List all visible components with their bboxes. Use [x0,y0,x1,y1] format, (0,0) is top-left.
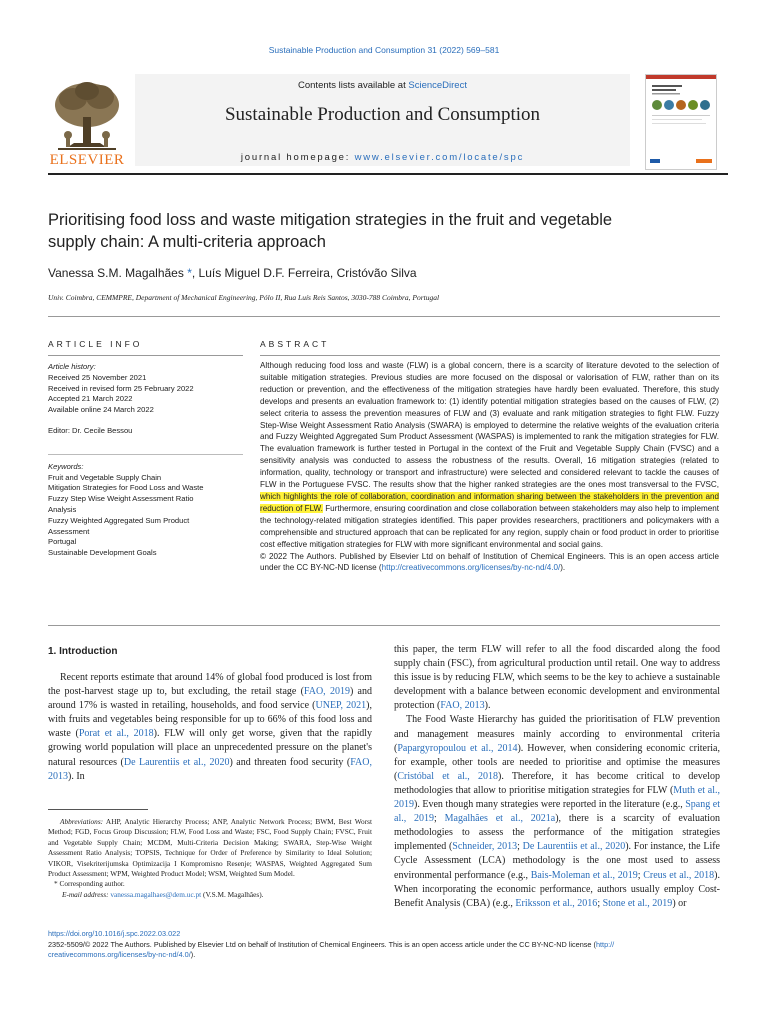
copyright-end: ). [560,563,566,573]
citation-link[interactable]: FAO, 2013 [48,756,372,782]
body-text: ). In [68,770,85,782]
citation-link[interactable]: De Laurentiis et al., 2020 [522,841,626,853]
history-revised: Received in revised form 25 February 2022 [48,383,194,393]
email-link[interactable]: vanessa.magalhaes@dem.uc.pt [110,889,202,899]
abstract-heading: ABSTRACT [260,339,330,349]
right-column [394,643,720,911]
corresponding-author-note: * Corresponding author. [54,879,125,889]
citation-link[interactable]: Eriksson et al., 2016 [515,897,598,909]
license-link[interactable]: http://creativecommons.org/licenses/by-nc-nd/4.0/ [381,563,561,573]
abstract-text [260,360,719,574]
section-heading-introduction: 1. Introduction [48,646,118,657]
citation-link[interactable]: Magalhães et al., 2021a [444,813,556,825]
abstract-copyright [260,551,719,575]
keyword-item: Fuzzy Weighted Aggregated Sum Product Assessment [48,515,190,536]
email-suffix: (V.S.M. Magalhães). [201,889,264,899]
copyright-text: © 2022 The Authors. Published by Elsevier Ltd on behalf of Institution of Chemical Engineers. This is an open access article under the CC BY-NC-ND license ( [260,551,719,573]
body-text: ), with fruits and vegetables being responsible for up to 66% of this food loss and waste ( [48,700,372,740]
intro-paragraph-continued [394,643,720,713]
body-text: Recent reports estimate that around 14% of global food produced is lost from the post-harvest stage up to, but excluding, the retail stage ( [48,672,372,698]
keywords-label: Keywords: [48,461,84,471]
footer-license-end: ). [190,950,196,959]
body-text: ). Even though many strategies were reported in the literature (e.g., [414,799,686,811]
citation-link[interactable]: FAO, 2013 [440,700,485,712]
footer-license-text: 2352-5509/© 2022 The Authors. Published by Elsevier Ltd on behalf of Institution of Chemical Engineers. This is an open access article under the CC BY-NC-ND license ( [48,939,596,949]
article-title: Prioritising food loss and waste mitigation strategies in the fruit and vegetable supply chain: A multi-criteria approach [48,211,613,251]
keyword-item: Fuzzy Step Wise Weight Assessment Ratio Analysis [48,494,194,514]
email-label: E-mail address: [62,889,111,899]
citation-link[interactable]: Papargyropoulou et al., 2014 [397,742,518,754]
abbreviations-label: Abbreviations: [60,817,104,826]
body-text: ) and around 17% is wasted in retailing, households, and food service ( [48,686,372,712]
abbreviations-text: AHP, Analytic Hierarchy Process; ANP, Analytic Network Process; BWM, Best Worst Method; FGD, Focus Group Discussion; FLW, Food Loss and Waste; FSC, Food Supply Chain; FVSC, Fruit and Vegetable Supply Chain; MCDM, Multi-Criteria Decision Making; SWARA, Step-Wise Weight Assessment Ratio Analysis; TOPSIS, Technique for Order of Preference by Similarity to Ideal Solution; VIKOR, Visekriterijumska Optimizacija I Kompromisno Resenje; WASPAS, Weighted Aggregated Sum Product Assessment; WPM, Weighted Product Model; WSM, Weighted Sum Model. [48,817,372,879]
footer-license [48,940,720,961]
body-text: ) or [672,897,687,909]
body-text: ). [484,700,491,712]
journal-title: Sustainable Production and Consumption [224,104,541,125]
citation-link[interactable]: Porat et al., 2018 [78,728,154,740]
corresponding-author-mark[interactable]: * [187,266,192,280]
keyword-item: Portugal [48,537,77,547]
email-footnote [48,890,372,900]
body-text: this paper, the term FLW will refer to all the food discarded along the food supply chain (FSC), from agricultural production until retail. One way to address this issue is by reducing FLW, which seems to be the key to achieve a sustainable development with a balance between economic development and environmental protection ( [394,644,720,712]
footnote-rule [48,809,148,810]
body-text: ), there is a scarcity of evaluation methodologies to assess the performance of the mitigation strategies implemented ( [394,813,721,853]
abstract-body: Although reducing food loss and waste (FLW) is a global concern, there is a scarcity of literature devoted to the selection of suitable mitigation strategies. Previous studies are more focused on the disposal or valorisation of FLW, rather than on its reduction or prevention, and the effectiveness of the mitigation strategies have hardly been evaluated. Therefore, this study develops and presents an evaluation framework to: (1) identify potential mitigation strategies based on the causes of FLW, (2) select criteria to assess the prevention measures of FLW and (3) evaluate and rank mitigation strategies to fight FLW. Fuzzy Step-Wise Weight Assessment Ratio Analysis (SWARA) is employed to determine the relative weights of the evaluation criteria and Fuzzy Weighted Aggregated Sum Product Assessment (WASPAS) is implemented to rank the mitigation strategies for FLW. The evaluation framework is further tested in Portugal in the context of the Fruit and Vegetable Supply Chain (FVSC) and a sensitivity analysis was conducted to assess the robustness of the results. Overall, 16 mitigation strategies (related to information, quality, technology or transport and infrastructure) were selected and considered relevant to tackle the causes of FLW in the Portuguese FVSC. The results show that the higher ranked strategies are the ones most transversal to the FVSC, [260,361,719,490]
body-text: The Food Waste Hierarchy has guided the prioritisation of FLW prevention and management measures mainly according to environmental criteria ( [394,714,720,754]
history-online: Available online 24 March 2022 [48,405,154,415]
body-text: ). For instance, the Life Cycle Assessment (LCA) methodology is the one most used to assess environmental performance (e.g., [394,841,720,881]
citation-link[interactable]: UNEP, 2021 [315,700,367,712]
authors [48,266,417,280]
keyword-item: Fruit and Vegetable Supply Chain [48,472,162,482]
cover-art-icon [646,75,716,169]
citation-link[interactable]: Creus et al., 2018 [643,869,715,881]
body-text: ). FLW will only get worse, given that the rapidly growing world population will place an unprecedented pressure on the planet's natural resources ( [48,728,373,768]
citation-link[interactable]: Stone et al., 2019 [602,897,673,909]
abstract-highlight: which highlights the role of collaboration, coordination and information sharing between the stakeholders in the prevention and reduction of FLW. [260,491,719,513]
article-info-heading: ARTICLE INFO [48,339,143,349]
body-text: ; [517,841,523,853]
sciencedirect-link[interactable]: ScienceDirect [408,80,467,91]
affiliation: Univ. Coimbra, CEMMPRE, Department of Mechanical Engineering, Pólo II, Rua Luís Reis Santos, 3030-788 Coimbra, Portugal [48,293,440,302]
homepage-prefix: journal homepage: [240,152,355,163]
food-waste-hierarchy-paragraph [394,713,720,910]
body-text: ). However, when considering economic criteria, for example, other tools are needed to prioritise and optimise the measures ( [394,742,720,782]
citation-link[interactable]: Bais-Moleman et al., 2019 [530,869,638,881]
keyword-item: Sustainable Development Goals [48,548,157,558]
body-text: ). When incorporating the economic performance, authors usually employ Cost-Benefit Analysis (CBA) (e.g., [394,869,720,909]
page-footer [48,929,720,961]
keyword-item: Mitigation Strategies for Food Loss and Waste [48,483,204,493]
abbreviations-footnote [48,817,372,879]
citation-link[interactable]: Muth et al., 2019 [394,784,720,811]
body-text: ). Therefore, it has become critical to develop methodologies that allow to prioritise mitigation strategies for FLW ( [394,770,720,796]
article-info-rule [48,355,243,356]
masthead-rule [48,173,728,175]
footer-license-link[interactable]: creativecommons.org/licenses/by-nc-nd/4.0/ [48,950,191,959]
affiliation-rule [48,316,720,317]
body-text: ) and threaten food security ( [229,756,351,768]
journal-reference[interactable]: Sustainable Production and Consumption 31 (2022) 569–581 [268,45,500,55]
info-divider [48,454,243,455]
history-received: Received 25 November 2021 [48,372,147,382]
masthead [48,74,728,174]
contents-prefix: Contents lists available at [298,80,409,91]
journal-cover-thumbnail[interactable] [645,74,717,170]
intro-paragraph [48,671,372,784]
footer-license-link-start[interactable]: http:// [595,939,615,949]
editor-line: Editor: Dr. Cecile Bessou [48,425,133,435]
citation-link[interactable]: Cristóbal et al., 2018 [397,770,498,782]
homepage-link[interactable]: www.elsevier.com/locate/spc [354,152,525,163]
history-accepted: Accepted 21 March 2022 [48,394,133,404]
body-text: ; [637,869,644,881]
article-info [48,362,243,559]
footnotes [48,817,372,900]
body-text: ; [597,897,603,909]
contents-line [135,80,630,91]
elsevier-wordmark: ELSEVIER [49,152,125,168]
history-label: Article history: [48,362,96,371]
citation-link[interactable]: FAO, 2019 [303,686,350,698]
citation-link[interactable]: Schneider, 2013 [452,841,518,853]
abstract-bottom-rule [48,625,720,626]
homepage-line [135,152,630,163]
left-column [48,671,372,784]
abstract-rule [260,355,720,356]
doi-link[interactable]: https://doi.org/10.1016/j.spc.2022.03.022 [48,929,181,938]
body-text: ; [434,813,445,825]
citation-link[interactable]: De Laurentiis et al., 2020 [123,756,230,768]
abstract-body-end: Furthermore, ensuring coordination and close collaboration between stakeholders may also help to implement the technology-related mitigation strategies identified. This paper provides researchers, practitioners and policymakers with a comprehensible and structured approach that can be replicated for any region, supply chain or food product in order to prioritise cost effective mitigation strategies for FLW with more significant environmental and social gains. [260,503,719,549]
author-others: , Luís Miguel D.F. Ferreira, Cristóvão Silva [191,266,417,280]
author-primary: Vanessa S.M. Magalhães [48,266,188,280]
citation-link[interactable]: Spang et al., 2019 [394,799,720,825]
